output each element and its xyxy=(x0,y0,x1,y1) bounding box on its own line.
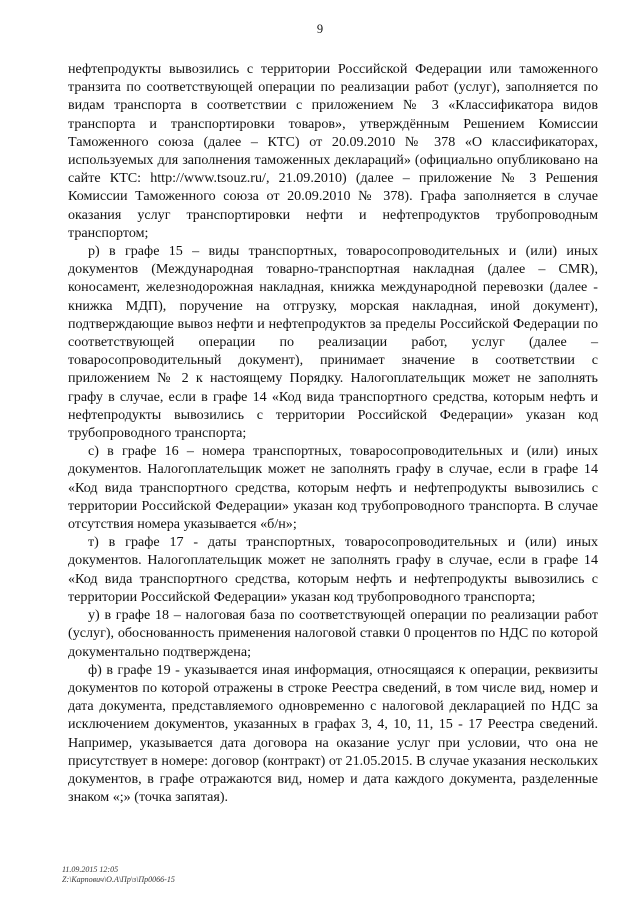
document-body xyxy=(68,60,598,806)
paragraph-item-u: у) в графе 18 – налоговая база по соответствующей операции по реализации работ (услуг), обоснованность применения налоговой ставки 0 процентов по НДС по которой документально подтверждена; xyxy=(68,607,598,660)
footer-file-path: Z:\Карпович\О.А\Пр\з\Пр0066-15 xyxy=(62,875,175,884)
paragraph-continuation: нефтепродукты вывозились с территории Российской Федерации или таможенного транзита по соответствующей операции по реализации работ (услуг), заполняется по видам транспорта в соответствии с приложением № 3 «Классификатора видов транспорта и транспортировки товаров», утверждённым Решением Комиссии Таможенного союза (далее – КТС) от 20.09.2010 № 378 «О классификаторах, используемых для заполнения таможенных деклараций» (официально опубликовано на сайте КТС: http://www.tsouz.ru/, 21.09.2010) (далее – приложение № 3 Решения Комиссии Таможенного союза от 20.09.2010 № 378). Графа заполняется в случае оказания услуг транспортировки нефти и нефтепродуктов трубопроводным транспортом; xyxy=(68,61,598,241)
paragraph-item-s: с) в графе 16 – номера транспортных, товаросопроводительных и (или) иных документов. Налогоплательщик может не заполнять графу в случае, если в графе 14 «Код вида транспортного средства, которым нефть и нефтепродукты вывозились с территории Российской Федерации» указан код трубопроводного транспорта. В случае отсутствия номера указывается «б/н»; xyxy=(68,443,598,533)
page-number: 9 xyxy=(316,22,324,36)
footer-meta xyxy=(62,865,175,885)
footer-timestamp: 11.09.2015 12:05 xyxy=(62,865,119,874)
paragraph-item-t: т) в графе 17 - даты транспортных, товаросопроводительных и (или) иных документов. Налогоплательщик может не заполнять графу в случае, если в графе 14 «Код вида транспортного средства, которым нефть и нефтепродукты вывозились с территории Российской Федерации» указан код трубопроводного транспорта; xyxy=(68,534,598,605)
paragraph-item-r: р) в графе 15 – виды транспортных, товаросопроводительных и (или) иных документов (Международная товарно-транспортная накладная (далее – CMR), коносамент, железнодорожная накладная, книжка международной перевозки (далее - книжка МДП), поручение на отгрузку, морская накладная, иной документ), подтверждающие вывоз нефти и нефтепродуктов за пределы Российской Федерации по соответствующей операции по реализации работ, услуг (далее – товаросопроводительный документ), принимает значение в соответствии с приложением № 2 к настоящему Порядку. Налогоплательщик может не заполнять графу в случае, если в графе 14 «Код вида транспортного средства, которым нефть и нефтепродукты вывозились с территории Российской Федерации» указан код трубопроводного транспорта; xyxy=(68,243,598,442)
paragraph-item-f: ф) в графе 19 - указывается иная информация, относящаяся к операции, реквизиты документов по которой отражены в строке Реестра сведений, в том числе вид, номер и дата документа, представляемого одновременно с налоговой декларацией по НДС за исключением документов, указанных в графах 3, 4, 10, 11, 15 - 17 Реестра сведений. Например, указывается дата договора на оказание услуг при условии, что она не присутствует в номере: договор (контракт) от 21.05.2015. В случае указания нескольких документов, в графе отражаются вид, номер и дата каждого документа, разделенные знаком «;» (точка запятая). xyxy=(68,661,598,806)
